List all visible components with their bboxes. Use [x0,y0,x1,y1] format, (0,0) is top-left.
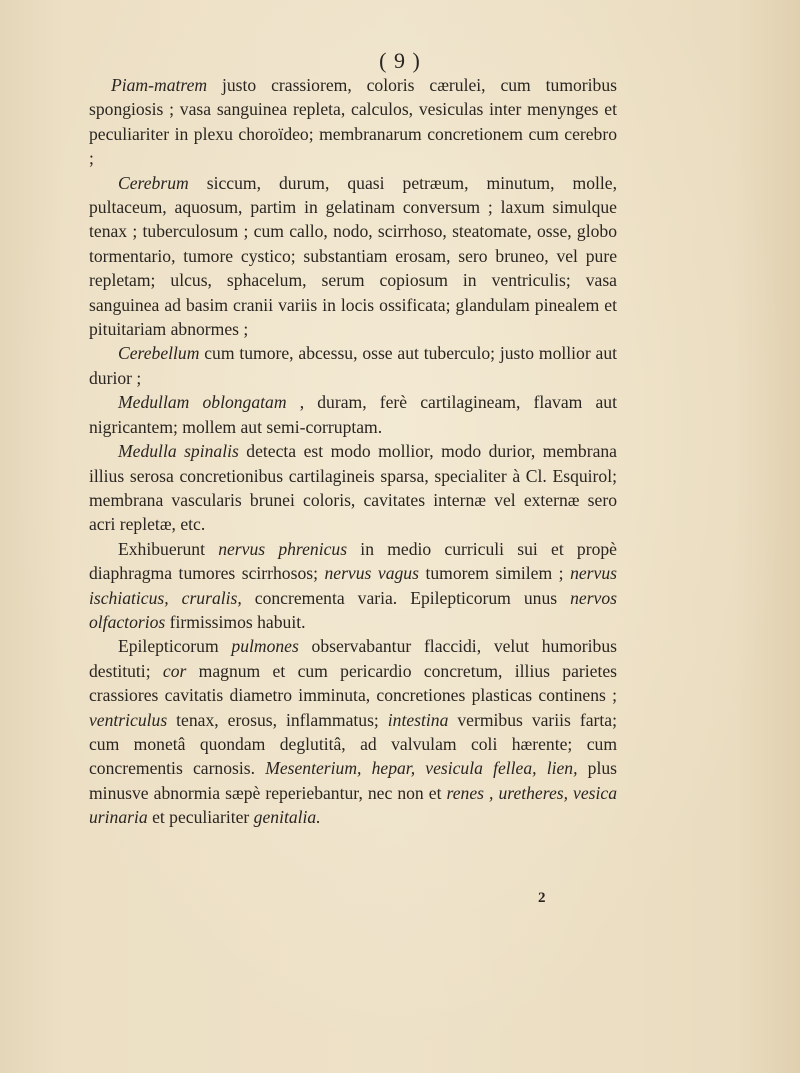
text-run: tenax, erosus, inflammatus; [167,709,388,730]
text-run: magnum et cum pericardio concretum, illius parietes crassiores cavitatis diametro imminuta, concretiones plasticas continens ; [89,660,617,706]
paragraph [89,634,617,829]
paragraph [89,390,617,439]
text-run: tumorem similem ; [418,563,571,584]
text-run: , duram, ferè cartilagineam, flavam aut nigricantem; mollem aut semi-corruptam. [89,392,617,437]
italic-term: genitalia. [253,807,321,828]
text-run: Exhibuerunt [118,538,219,559]
italic-term: Cerebrum [118,172,189,193]
paragraph [89,341,617,390]
italic-term: nervus vagus [324,563,419,584]
italic-term: Medullam oblongatam [118,392,287,413]
italic-term: nervus phrenicus [218,538,348,559]
italic-term: Medulla spinalis [118,441,239,462]
text-run: cum tumore, abcessu, osse aut tuberculo; justo mollior aut durior ; [89,343,617,388]
paragraph [89,73,617,171]
text-run: detecta est modo mollior, modo durior, membrana illius serosa concretionibus cartilagineis sparsa, specialiter à Cl. Esquirol; membrana vascularis brunei coloris, cavitates internæ vel externæ sero acri repletæ, etc. [89,441,617,535]
italic-term: Mesenterium, hepar, vesicula fellea, lien, [265,758,578,779]
text-run: observabantur flaccidi, velut humoribus destituti; [89,636,617,681]
italic-term: intestina [387,709,449,730]
text-run: plus minusve abnormia sæpè reperiebantur, nec non et [89,758,617,803]
italic-term: nervus ischiaticus, cruralis, [89,563,617,608]
italic-term: pulmones [231,636,299,657]
paragraph [89,537,617,635]
text-run: in medio curriculi sui et propè diaphragma tumores scirrhosos; [89,538,617,584]
text-run: siccum, durum, quasi petræum, minutum, molle, pultaceum, aquosum, partim in gelatinam conversum ; laxum simulque tenax ; tuberculosum ; cum callo, nodo, scirrhoso, steatomate, osse, globo tormentario, tumore cystico; substantiam erosam, sero bruneo, vel pure repletam; ulcus, sphacelum, serum copiosum in ventriculis; vasa sanguinea ad basim cranii variis in locis ossificata; glandulam pinealem et pituitariam abnormes ; [89,172,617,340]
text-run: concrementa varia. Epilepticorum unus [241,587,571,608]
text-run: Epilepticorum [118,636,232,657]
body-text [89,73,617,830]
signature-mark: 2 [538,890,546,906]
page-number: ( 9 ) [379,48,421,73]
text-run: vermibus variis farta; cum monetâ quondam deglutitâ, ad valvulam coli hærente; cum concrementis carnosis. [89,709,617,779]
paragraph [89,439,617,537]
italic-term: Cerebellum [118,343,200,364]
text-run: et peculiariter [147,807,254,828]
italic-term: Piam-matrem [111,75,208,95]
text-run: firmissimos habuit. [165,611,306,632]
italic-term: ventriculus [89,709,168,730]
italic-term: cor [162,660,187,681]
italic-term: nervos olfactorios [89,587,618,632]
paragraph [89,171,617,342]
italic-term: renes , uretheres, vesica urinaria [89,782,617,828]
text-run: justo crassiorem, coloris cærulei, cum tumoribus spongiosis ; vasa sanguinea repleta, calculos, vesiculas inter menynges et peculiariter in plexu choroïdeo; membranarum concretionem cum cerebro ; [89,75,617,169]
